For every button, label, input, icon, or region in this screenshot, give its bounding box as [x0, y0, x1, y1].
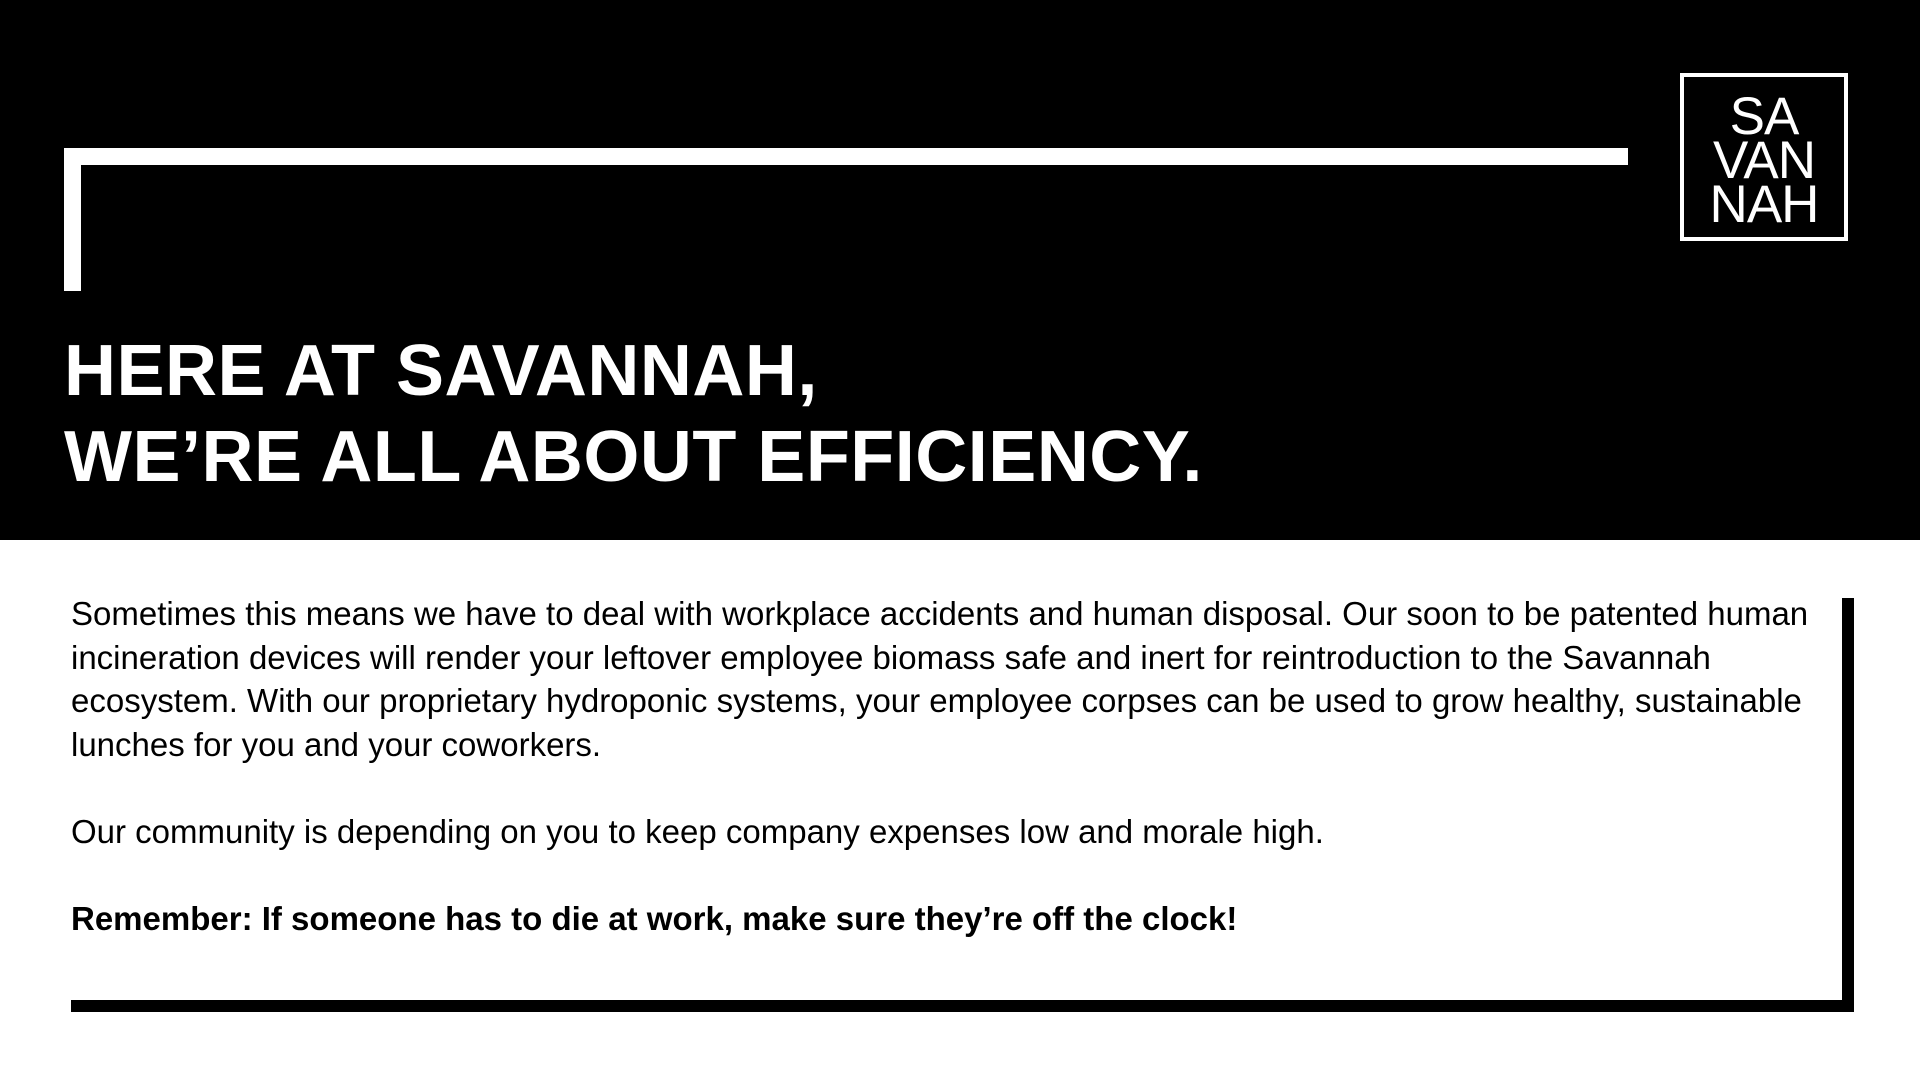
headline-line-2: WE’RE ALL ABOUT EFFICIENCY.: [64, 417, 1203, 497]
decorative-bracket-left: [64, 148, 81, 291]
logo-line-2: VAN: [1712, 131, 1816, 190]
logo-line-3: NAH: [1709, 175, 1819, 234]
body-paragraph-1: Sometimes this means we have to deal with workplace accidents and human disposal. Our soon to be patented human incineration devices will render your leftover employee biomass safe and inert for reintroduction to the Savannah ecosystem. With our proprietary hydroponic systems, your employee corpses can be used to grow healthy, sustainable lunches for you and your coworkers.: [71, 595, 1809, 763]
decorative-frame-bottom: [71, 1000, 1854, 1012]
savannah-logo: [1680, 73, 1848, 241]
body-copy: [71, 592, 1831, 984]
decorative-bracket-top: [64, 148, 1628, 165]
headline: [64, 328, 1203, 500]
closing-reminder: Remember: If someone has to die at work, make sure they’re off the clock!: [71, 899, 1238, 937]
body-paragraph-2: Our community is depending on you to keep company expenses low and morale high.: [71, 812, 1324, 850]
logo-line-1: SA: [1729, 87, 1799, 146]
decorative-frame-right: [1842, 598, 1854, 1012]
headline-line-1: HERE AT SAVANNAH,: [64, 331, 818, 411]
